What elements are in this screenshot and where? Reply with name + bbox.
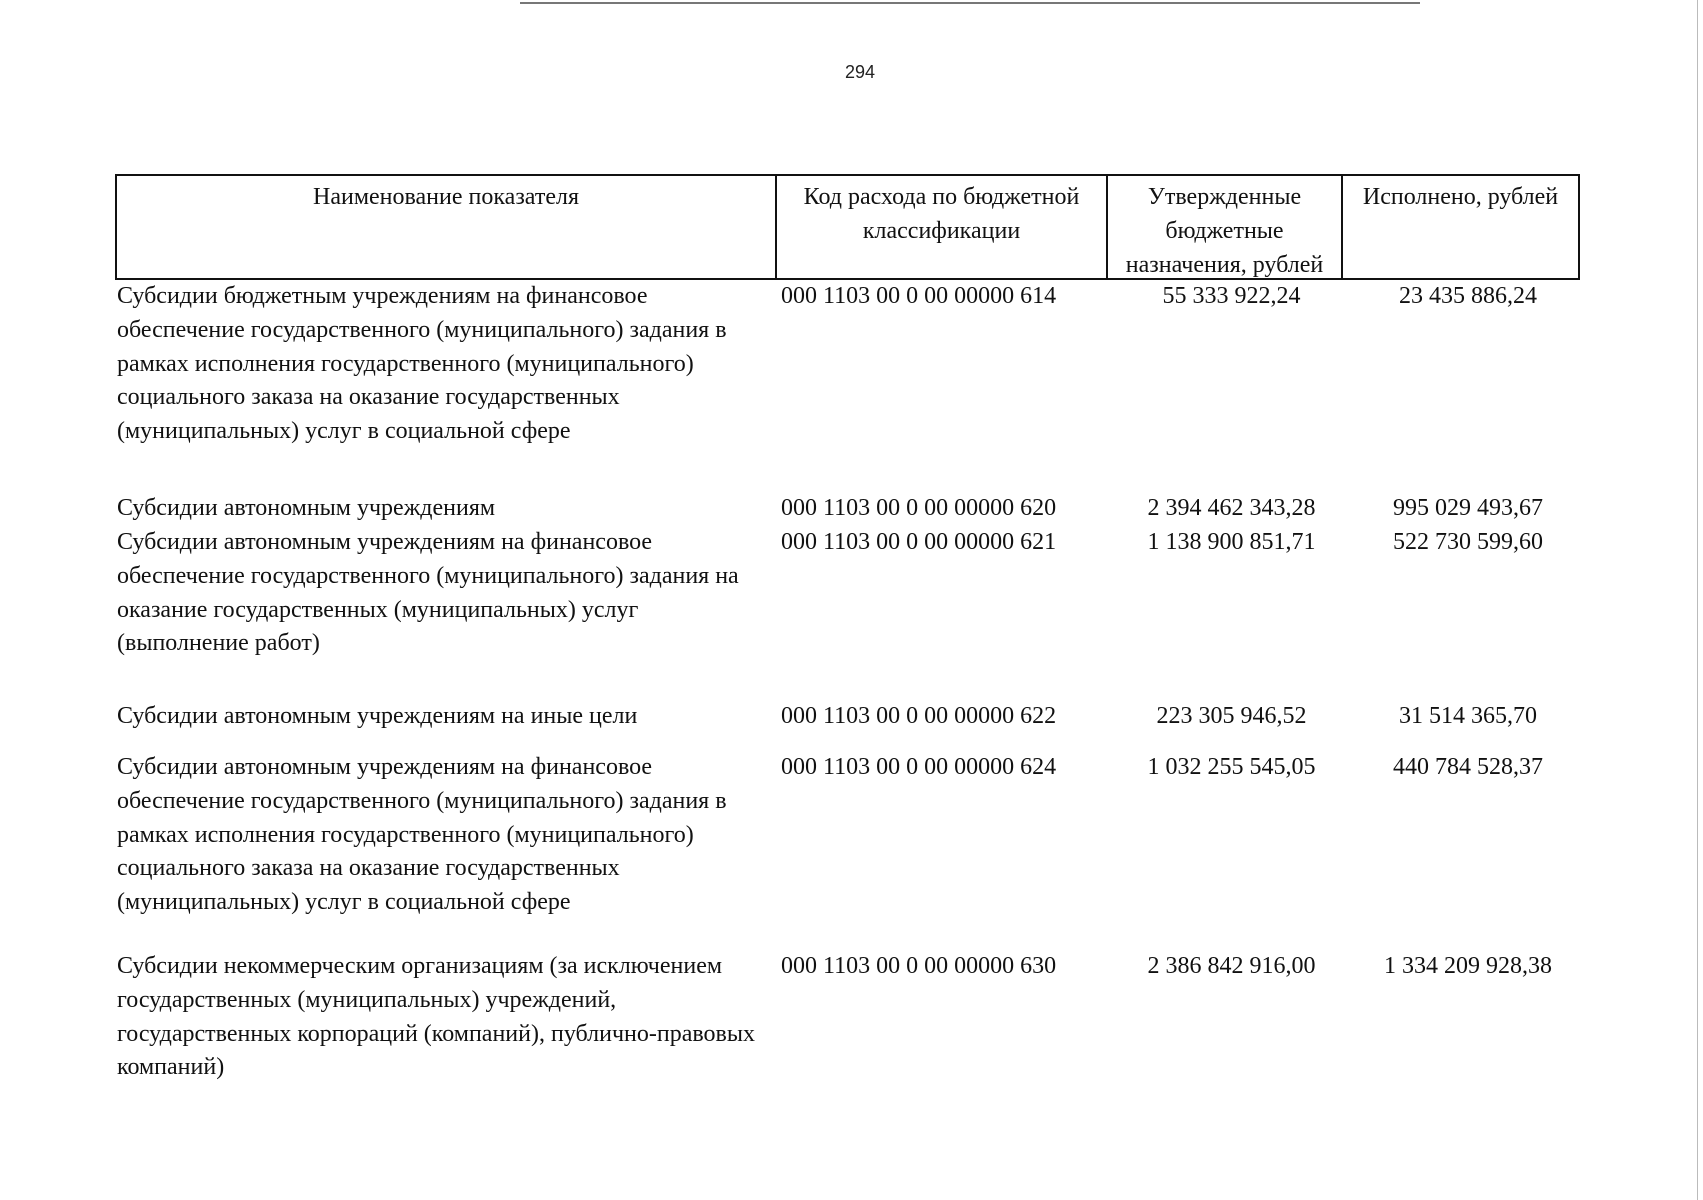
- row-name: Субсидии автономным учреждениям на финансовое обеспечение государственного (муниципального) задания в рамках исполнения государственного (муниципального) социального заказа на оказание государственных (муниципальных) услуг в социальной сфере: [117, 754, 727, 916]
- table-header: [115, 174, 1580, 280]
- row-name: Субсидии автономным учреждениям на иные цели: [117, 703, 638, 729]
- row-executed: 31 514 365,70: [1399, 703, 1537, 729]
- row-code: 000 1103 00 0 00 00000 620: [781, 495, 1057, 521]
- header-code: Код расхода по бюджетной классификации: [775, 176, 1106, 278]
- header-executed: Исполнено, рублей: [1341, 176, 1578, 278]
- row-code: 000 1103 00 0 00 00000 630: [781, 953, 1057, 979]
- row-name: Субсидии бюджетным учреждениям на финансовое обеспечение государственного (муниципального) задания в рамках исполнения государственного (муниципального) социального заказа на оказание государственных (муниципальных) услуг в социальной сфере: [117, 283, 727, 445]
- row-code: 000 1103 00 0 00 00000 622: [781, 703, 1057, 729]
- row-executed: 1 334 209 928,38: [1384, 953, 1552, 979]
- row-approved: 2 394 462 343,28: [1147, 495, 1316, 521]
- row-executed: 440 784 528,37: [1393, 754, 1543, 780]
- right-edge-line: [1697, 0, 1698, 1200]
- row-approved: 1 032 255 545,05: [1147, 754, 1316, 780]
- row-name: Субсидии автономным учреждениям на финансовое обеспечение государственного (муниципального) задания на оказание государственных (муниципальных) услуг (выполнение работ): [117, 529, 739, 657]
- row-name: Субсидии автономным учреждениям: [117, 495, 496, 521]
- row-code: 000 1103 00 0 00 00000 624: [781, 754, 1057, 780]
- header-approved: Утвержденные бюджетные назначения, рублей: [1106, 176, 1341, 278]
- page-number: 294: [844, 62, 876, 82]
- row-executed: 23 435 886,24: [1399, 283, 1537, 309]
- row-code: 000 1103 00 0 00 00000 614: [781, 283, 1057, 309]
- row-code: 000 1103 00 0 00 00000 621: [781, 529, 1057, 555]
- top-edge-line: [520, 2, 1420, 4]
- row-executed: 995 029 493,67: [1393, 495, 1543, 521]
- row-name: Субсидии некоммерческим организациям (за исключением государственных (муниципальных) учреждений, государственных корпораций (компаний), публично-правовых компаний): [117, 953, 755, 1081]
- row-executed: 522 730 599,60: [1393, 529, 1543, 555]
- row-approved: 223 305 946,52: [1156, 703, 1307, 729]
- row-approved: 2 386 842 916,00: [1147, 953, 1316, 979]
- row-approved: 1 138 900 851,71: [1147, 529, 1316, 555]
- header-name: Наименование показателя: [313, 184, 579, 210]
- row-approved: 55 333 922,24: [1162, 283, 1301, 309]
